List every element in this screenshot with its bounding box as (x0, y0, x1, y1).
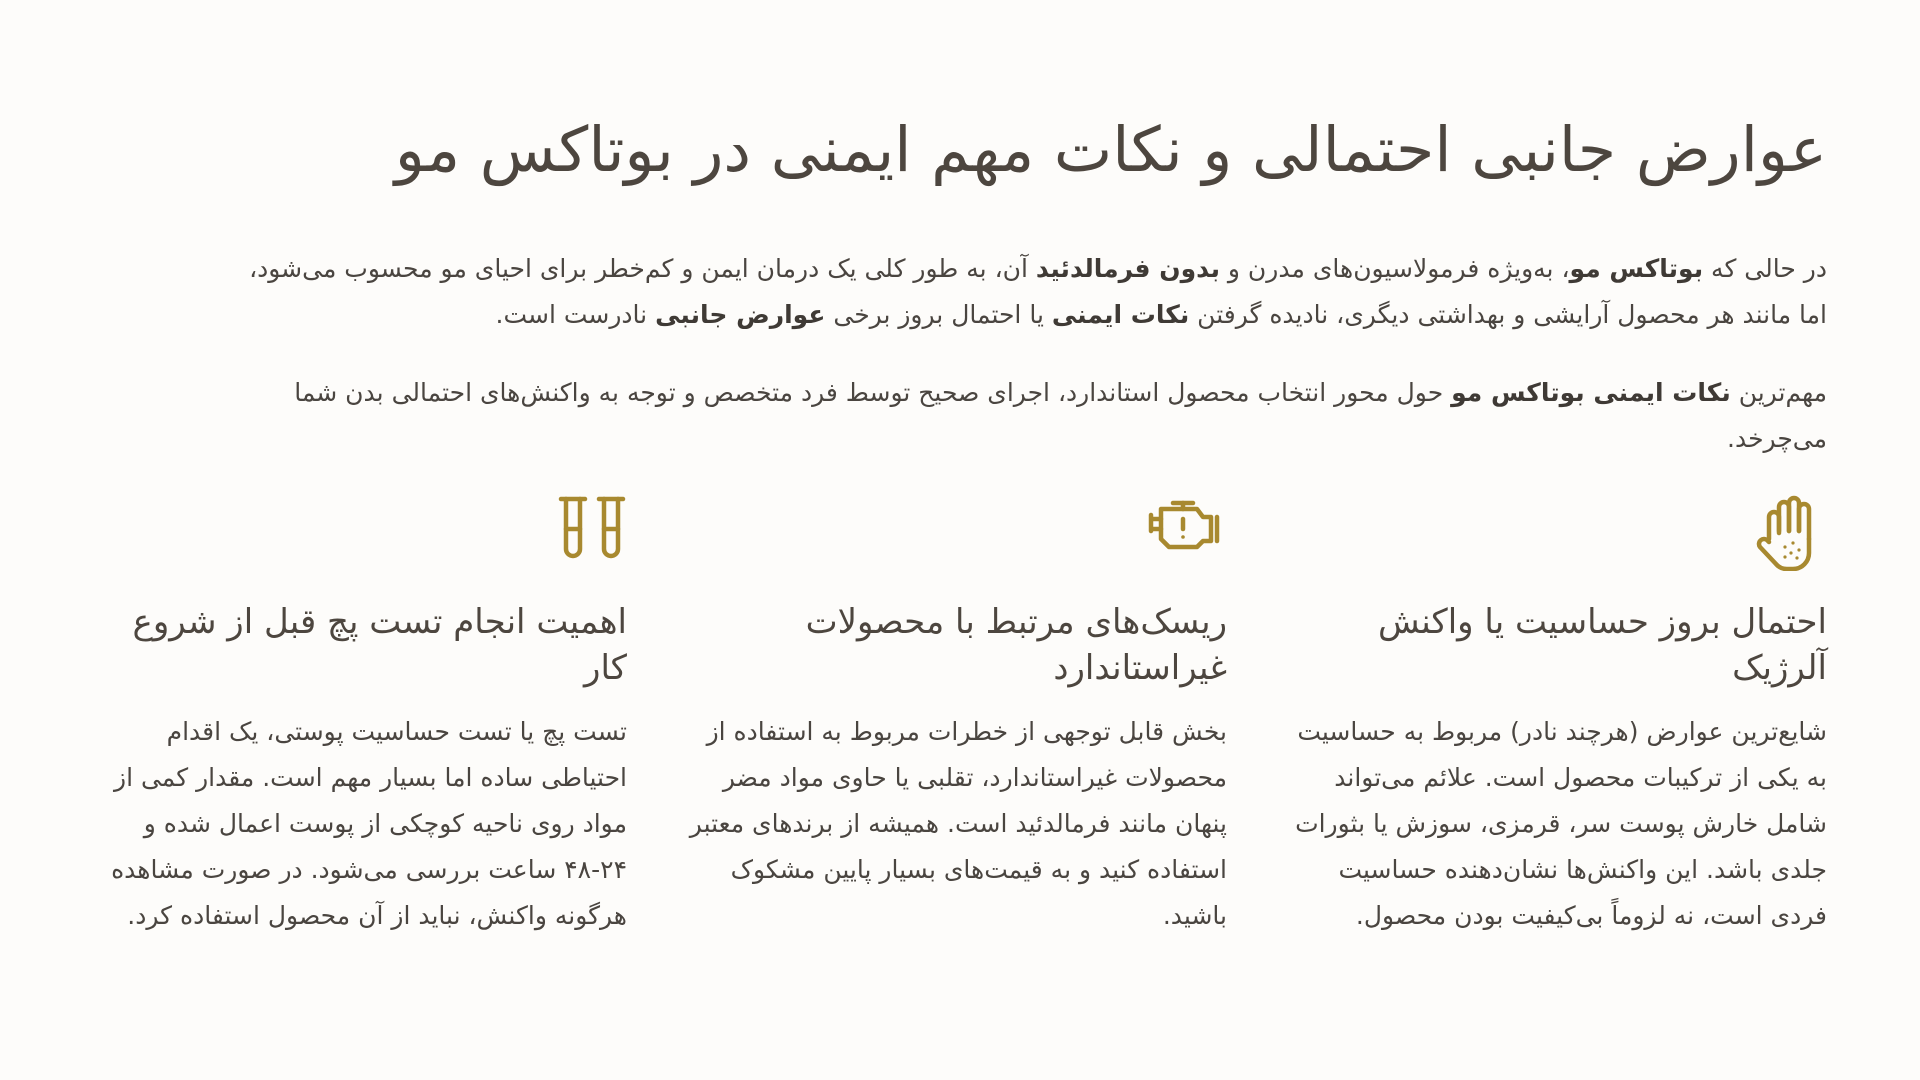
card-body: بخش قابل توجهی از خطرات مربوط به استفاده از محصولات غیراستاندارد، تقلبی یا حاوی مواد مضر پنهان مانند فرمالدئید است. همیشه از برندهای معتبر استفاده کنید و به قیمت‌های بسیار پایین مشکوک باشید. (689, 717, 1227, 930)
allergy-hand-icon (1755, 495, 1827, 571)
intro-text-segment: حول محور انتخاب محصول استاندارد، اجرای صحیح توسط فرد متخصص و توجه به واکنش‌های احتمالی بدن شما می‌چرخد. (294, 378, 1827, 453)
intro-bold-term: عوارض جانبی (655, 300, 826, 329)
intro-text-segment: ، به‌ویژه فرمولاسیون‌های مدرن و (1219, 254, 1570, 283)
intro-paragraph-2 (227, 370, 1827, 462)
card-body: تست پچ یا تست حساسیت پوستی، یک اقدام احتیاطی ساده اما بسیار مهم است. مقدار کمی از مواد روی ناحیه کوچکی از پوست اعمال شده و ۲۴-۴۸ ساعت بررسی می‌شود. در صورت مشاهده هرگونه واکنش، نباید از آن محصول استفاده کرد. (111, 717, 627, 930)
intro-text (227, 246, 1827, 494)
intro-bold-term: نکات ایمنی بوتاکس مو (1451, 378, 1731, 407)
intro-text-segment: نادرست است. (495, 300, 656, 329)
intro-text-segment: در حالی که (1703, 254, 1827, 283)
card-patch-test (87, 495, 627, 939)
intro-text-segment: مهم‌ترین (1730, 378, 1827, 407)
card-heading: احتمال بروز حساسیت یا واکنش آلرژیک (1377, 602, 1827, 688)
test-tubes-icon (557, 495, 627, 563)
intro-paragraph-1 (227, 246, 1827, 338)
info-cards (87, 495, 1827, 939)
card-nonstandard-products (687, 495, 1227, 939)
intro-text-segment: یا احتمال بروز برخی (825, 300, 1052, 329)
card-allergy (1287, 495, 1827, 939)
page-title: عوارض جانبی احتمالی و نکات مهم ایمنی در بوتاکس مو (394, 113, 1827, 186)
card-heading: اهمیت انجام تست پچ قبل از شروع کار (132, 602, 627, 688)
engine-warning-icon (1147, 495, 1227, 555)
card-body: شایع‌ترین عوارض (هرچند نادر) مربوط به حساسیت به یکی از ترکیبات محصول است. علائم می‌تواند شامل خارش پوست سر، قرمزی، سوزش یا بثورات جلدی باشد. این واکنش‌ها نشان‌دهنده حساسیت فردی است، نه لزوماً بی‌کیفیت بودن محصول. (1295, 717, 1827, 930)
intro-bold-term: بوتاکس مو (1569, 254, 1704, 283)
intro-bold-term: نکات ایمنی (1051, 300, 1190, 329)
intro-bold-term: بدون فرمالدئید (1035, 254, 1220, 283)
card-heading: ریسک‌های مرتبط با محصولات غیراستاندارد (805, 602, 1227, 688)
intro-text-segment: آن، به طور کلی یک درمان ایمن و کم‌خطر برای احیای مو محسوب می‌شود، اما مانند هر محصول آرایشی و بهداشتی دیگری، نادیده گرفتن (249, 254, 1827, 329)
